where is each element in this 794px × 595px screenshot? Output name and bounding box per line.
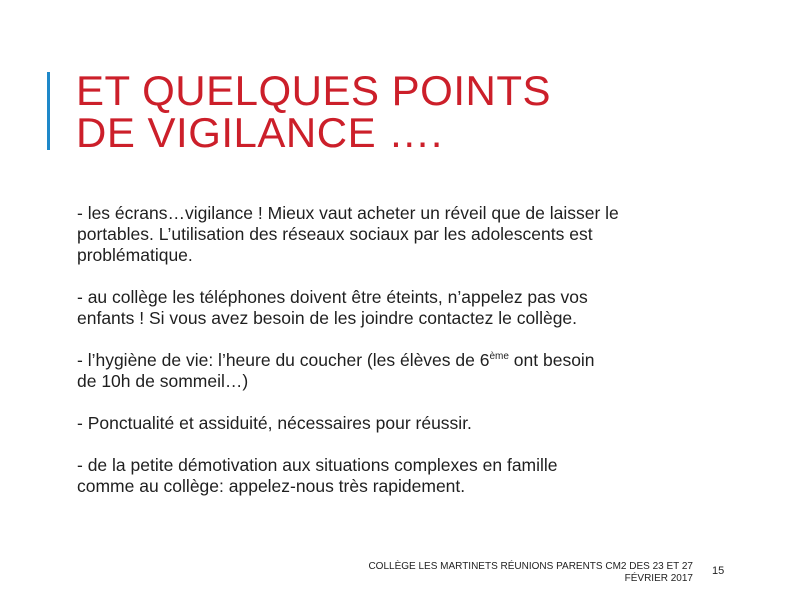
bullet-punctuality-line-1: - Ponctualité et assiduité, nécessaires pour réussir.: [77, 413, 472, 433]
bullet-punctuality: [77, 413, 727, 434]
bullet-hygiene-line-1: [77, 350, 727, 371]
slide-title: [76, 67, 766, 156]
bullet-screens-line-1: - les écrans…vigilance ! Mieux vaut acheter un réveil que de laisser le: [77, 203, 619, 223]
bullet-hygiene-text-before: - l’hygiène de vie: l’heure du coucher (les élèves de 6: [77, 350, 490, 370]
bullet-demotivation-line-1: - de la petite démotivation aux situations complexes en famille: [77, 455, 558, 475]
bullet-phones: [77, 287, 727, 329]
bullet-screens: [77, 203, 727, 266]
slide-body: [77, 203, 727, 518]
bullet-hygiene: [77, 350, 727, 392]
page-number: 15: [712, 565, 725, 577]
footer-line-2: FÉVRIER 2017: [624, 573, 693, 584]
bullet-phones-line-1: - au collège les téléphones doivent être éteints, n’appelez pas vos: [77, 287, 588, 307]
slide-footer: [300, 561, 693, 585]
bullet-screens-line-3: problématique.: [77, 245, 193, 265]
bullet-demotivation: [77, 455, 727, 497]
bullet-screens-line-2: portables. L’utilisation des réseaux sociaux par les adolescents est: [77, 224, 593, 244]
slide-title-line-2: DE VIGILANCE ….: [76, 109, 443, 156]
slide-title-line-1: ET QUELQUES POINTS: [76, 67, 551, 114]
title-accent-bar: [47, 72, 50, 150]
bullet-hygiene-line-2: de 10h de sommeil…): [77, 371, 249, 391]
bullet-hygiene-text-after: ont besoin: [508, 350, 595, 370]
bullet-phones-line-2: enfants ! Si vous avez besoin de les joindre contactez le collège.: [77, 308, 578, 328]
grade-superscript: ème: [489, 351, 509, 363]
bullet-demotivation-line-2: comme au collège: appelez-nous très rapidement.: [77, 476, 466, 496]
footer-line-1: COLLÈGE LES MARTINETS RÉUNIONS PARENTS CM2 DES 23 ET 27: [368, 561, 693, 572]
